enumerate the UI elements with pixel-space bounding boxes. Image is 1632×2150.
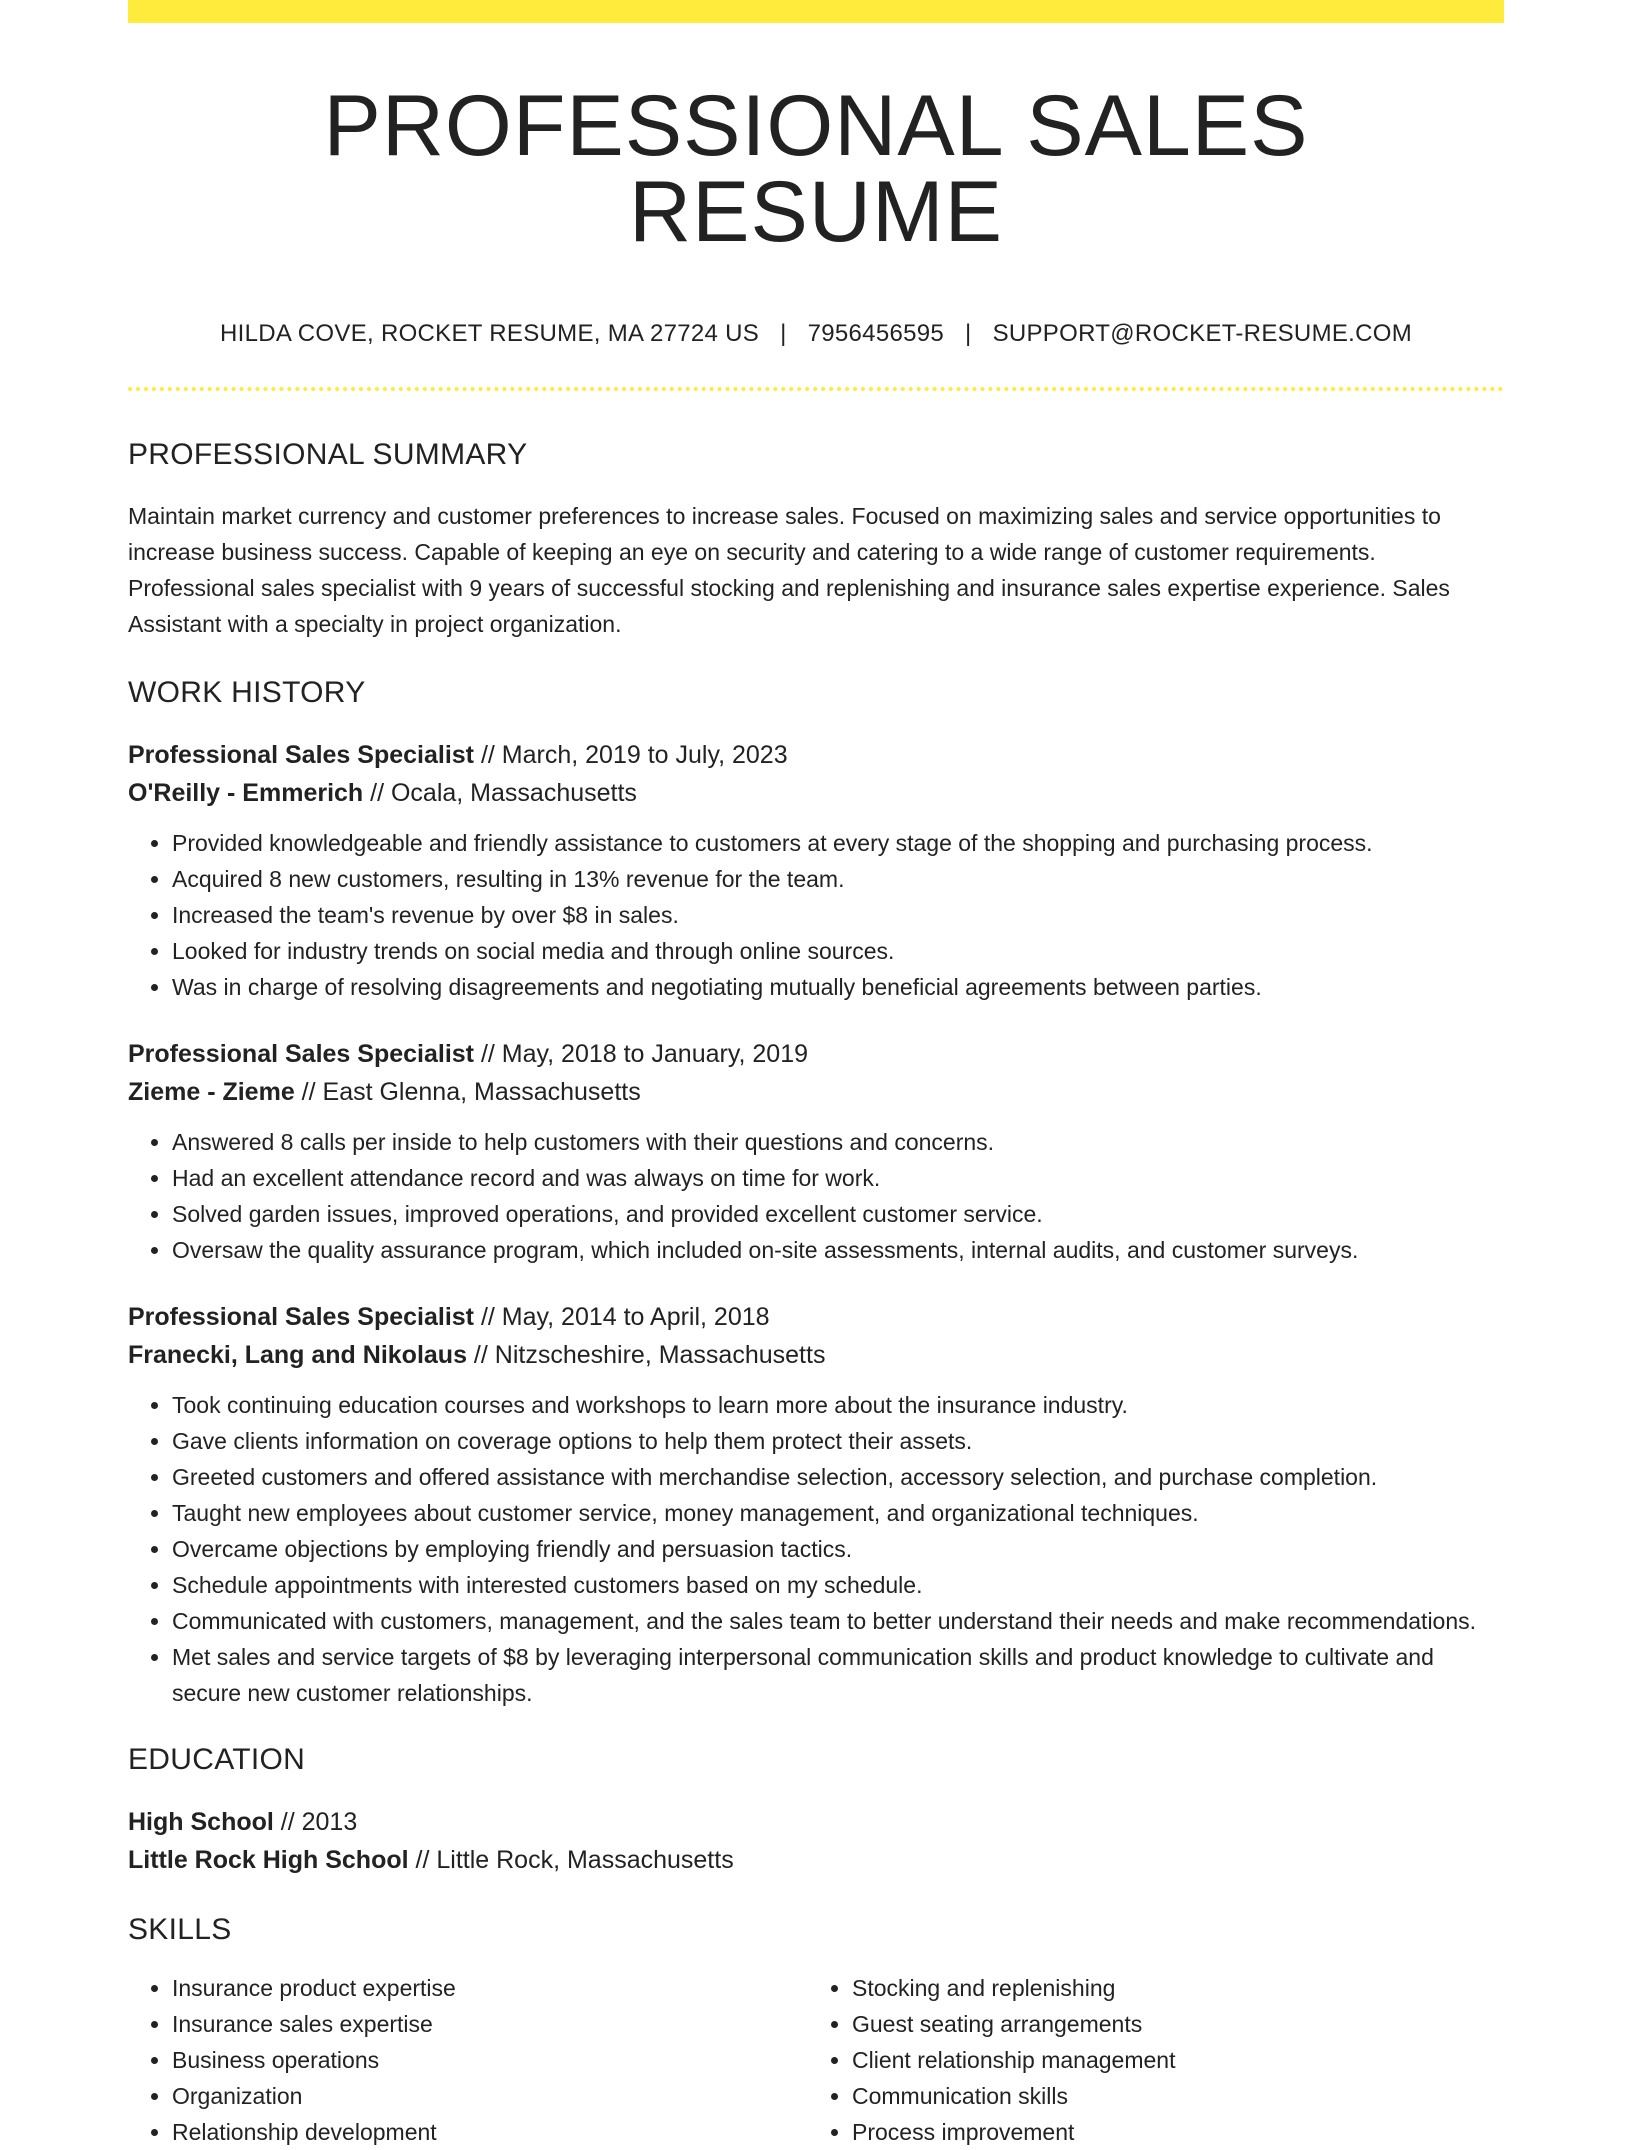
skill-item: • Communication skills [852, 2078, 1486, 2114]
education-school-line [128, 1841, 1504, 1879]
contact-line [128, 322, 1504, 346]
contact-separator: | [780, 320, 787, 347]
education-location: // Little Rock, Massachusetts [408, 1846, 734, 1874]
job-entry [128, 1035, 1504, 1268]
skill-item: • Stocking and replenishing [852, 1970, 1486, 2006]
job-dates: // March, 2019 to July, 2023 [474, 741, 788, 769]
contact-address: HILDA COVE, ROCKET RESUME, MA 27724 US [219, 320, 760, 347]
skills-columns [128, 1970, 1504, 2150]
job-bullet: • Solved garden issues, improved operations, and provided excellent customer service. [172, 1196, 1504, 1232]
job-title: Professional Sales Specialist [128, 741, 474, 769]
job-bullet: • Met sales and service targets of $8 by leveraging interpersonal communication skills and product knowledge to cultivate and secure new customer relationships. [172, 1639, 1504, 1711]
job-company-line [128, 1336, 1504, 1374]
header-divider [128, 387, 1504, 391]
skill-item: • Process improvement [852, 2114, 1486, 2150]
job-bullet: • Taught new employees about customer service, money management, and organizational techniques. [172, 1495, 1504, 1531]
job-bullet: • Increased the team's revenue by over $8 in sales. [172, 897, 1504, 933]
job-company: O'Reilly - Emmerich [128, 779, 364, 807]
job-bullet-list [128, 825, 1504, 1005]
resume-title: PROFESSIONAL SALES RESUME [323, 78, 1309, 260]
job-title-line [128, 1035, 1504, 1073]
job-company: Zieme - Zieme [128, 1078, 295, 1106]
education-entry [128, 1803, 1504, 1879]
job-company-line [128, 774, 1504, 812]
job-bullet: • Schedule appointments with interested customers based on my schedule. [172, 1567, 1504, 1603]
job-bullet: • Was in charge of resolving disagreements and negotiating mutually beneficial agreements between parties. [172, 969, 1504, 1005]
top-accent-bar [128, 0, 1504, 23]
job-entry [128, 1298, 1504, 1711]
job-bullet: • Had an excellent attendance record and was always on time for work. [172, 1160, 1504, 1196]
education-heading: EDUCATION [128, 1743, 306, 1776]
resume-page [128, 0, 1504, 2150]
skills-heading: SKILLS [128, 1913, 232, 1946]
education-school: Little Rock High School [128, 1846, 409, 1874]
contact-phone: 7956456595 [807, 320, 945, 347]
education-year: // 2013 [273, 1808, 358, 1836]
job-bullet: • Oversaw the quality assurance program, which included on-site assessments, internal audits, and customer surveys. [172, 1232, 1504, 1268]
skill-item: • Guest seating arrangements [852, 2006, 1486, 2042]
job-bullet: • Looked for industry trends on social media and through online sources. [172, 933, 1504, 969]
job-dates: // May, 2014 to April, 2018 [474, 1303, 770, 1331]
job-location: // East Glenna, Massachusetts [294, 1078, 641, 1106]
summary-heading: PROFESSIONAL SUMMARY [128, 438, 528, 471]
job-location: // Nitzscheshire, Massachusetts [466, 1341, 826, 1369]
job-location: // Ocala, Massachusetts [363, 779, 637, 807]
job-company-line [128, 1073, 1504, 1111]
skill-item: • Business operations [172, 2042, 806, 2078]
contact-email: SUPPORT@ROCKET-RESUME.COM [992, 320, 1413, 347]
job-bullet: • Greeted customers and offered assistance with merchandise selection, accessory selection, and purchase completion. [172, 1459, 1504, 1495]
job-title: Professional Sales Specialist [128, 1040, 474, 1068]
job-dates: // May, 2018 to January, 2019 [474, 1040, 808, 1068]
summary-text: Maintain market currency and customer preferences to increase sales. Focused on maximizing sales and service opportunities to increase business success. Capable of keeping an eye on security and catering to a wide range of customer requirements. Professional sales specialist with 9 years of successful stocking and replenishing and insurance sales expertise experience. Sales Assistant with a specialty in project organization. [128, 503, 1450, 637]
skill-item: • Organization [172, 2078, 806, 2114]
skill-item: • Relationship development [172, 2114, 806, 2150]
job-bullet: • Overcame objections by employing friendly and persuasion tactics. [172, 1531, 1504, 1567]
work-history-heading: WORK HISTORY [128, 676, 366, 709]
job-bullet: • Provided knowledgeable and friendly assistance to customers at every stage of the shopping and purchasing process. [172, 825, 1504, 861]
job-bullet: • Communicated with customers, management, and the sales team to better understand their needs and make recommendations. [172, 1603, 1504, 1639]
job-bullet: • Took continuing education courses and workshops to learn more about the insurance industry. [172, 1387, 1504, 1423]
skills-list-left [128, 1970, 806, 2150]
job-company: Franecki, Lang and Nikolaus [128, 1341, 467, 1369]
skill-item: • Insurance sales expertise [172, 2006, 806, 2042]
job-bullet: • Answered 8 calls per inside to help customers with their questions and concerns. [172, 1124, 1504, 1160]
skills-list-right [806, 1970, 1486, 2150]
skill-item: • Client relationship management [852, 2042, 1486, 2078]
work-history-list [128, 736, 1504, 1711]
job-bullet-list [128, 1387, 1504, 1711]
job-bullet: • Acquired 8 new customers, resulting in 13% revenue for the team. [172, 861, 1504, 897]
job-title: Professional Sales Specialist [128, 1303, 474, 1331]
education-degree: High School [128, 1808, 274, 1836]
contact-separator: | [965, 320, 972, 347]
job-title-line [128, 736, 1504, 774]
job-bullet-list [128, 1124, 1504, 1268]
skill-item: • Insurance product expertise [172, 1970, 806, 2006]
job-entry [128, 736, 1504, 1005]
job-title-line [128, 1298, 1504, 1336]
job-bullet: • Gave clients information on coverage options to help them protect their assets. [172, 1423, 1504, 1459]
education-degree-line [128, 1803, 1504, 1841]
